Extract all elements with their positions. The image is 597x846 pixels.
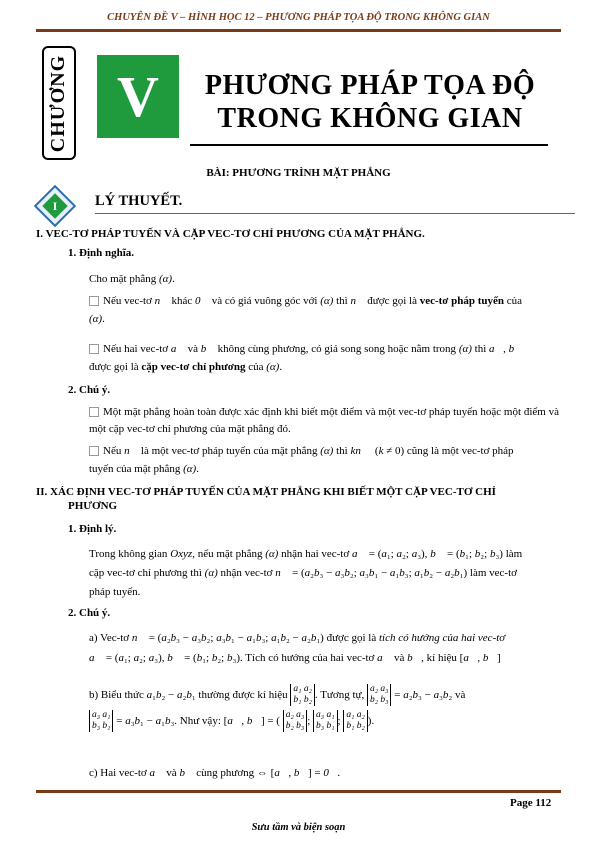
s1-bullet-2: Nếu hai vec-tơ a⃗ và b⃗ không cùng phương, có giá song song hoặc nằm trong (α) thì a⃗, b⃗ được gọi là cặp vec-tơ chỉ phương của (α). bbox=[89, 343, 523, 373]
bullet-box-icon bbox=[89, 296, 99, 306]
section-2-title-line1: II. XÁC ĐỊNH VEC-TƠ PHÁP TUYẾN CỦA MẶT PHẲNG KHI BIẾT MỘT CẶP VEC-TƠ CHỈ bbox=[36, 486, 496, 498]
chapter-number: V bbox=[97, 55, 179, 138]
section-2-title-line2: PHƯƠNG bbox=[68, 500, 118, 512]
determinant-a3a1: a₃ a₁ b₃ b₁ bbox=[89, 710, 113, 732]
s1-note-heading: 2. Chú ý. bbox=[68, 384, 111, 396]
header-rule bbox=[36, 29, 561, 32]
s1-note-1: Một mặt phẳng hoàn toàn được xác định khi biết một điểm và một vec-tơ pháp tuyến hoặc một điểm và một cặp vec-tơ chỉ phương của mặt phẳng đó. bbox=[89, 406, 559, 435]
s2-note-b: b) Biểu thức a₁b₂ − a₂b₁ thường được kí hiệu a₁ a₂ b₁ b₂ . Tương tự, a₂ a₃ b₂ b₃ = a₂b₃ − a₃b₂ và a₃ a₁ b₃ b₁ = a₃b₁ − a₁b₃. Như vậy: [a⃗, b⃗] = ( a₂ a₃ b₂ b₃ ; a₃ a₁ b₃ b₁ ; a₁ a₂ b₁ b₂ ). bbox=[89, 684, 466, 732]
page-number: Page 112 bbox=[510, 797, 552, 809]
s1-note-2: Nếu n⃗ là một vec-tơ pháp tuyến của mặt phẳng (α) thì kn⃗ (k ≠ 0) cũng là một vec-tơ pháp tuyến của mặt phẳng (α). bbox=[89, 445, 514, 475]
determinant-a1a2: a₁ a₂ b₁ b₂ bbox=[290, 684, 314, 706]
s2-note-heading: 2. Chú ý. bbox=[68, 607, 111, 619]
s2-theorem-text: Trong không gian Oxyz, nếu mặt phẳng (α) nhận hai vec-tơ a⃗ = (a₁; a₂; a₃), b⃗ = (b₁; b₂; b₃) làm cặp vec-tơ chỉ phương thì (α) nhận vec-tơ n⃗ = (a₂b₃ − a₃b₂; a₃b₁ − a₁b₃; a₁b₂ − a₂b₁) làm vec-tơ pháp tuyến. bbox=[89, 548, 523, 598]
part-title: LÝ THUYẾT. bbox=[95, 193, 183, 209]
chapter-title-line1: PHƯƠNG PHÁP TỌA ĐỘ bbox=[204, 70, 536, 101]
title-rule bbox=[190, 144, 548, 146]
chapter-label: CHƯƠNG bbox=[47, 54, 70, 152]
s1-definition-heading: 1. Định nghĩa. bbox=[68, 247, 135, 259]
footer-credit: Sưu tầm và biện soạn bbox=[251, 822, 346, 833]
footer-rule bbox=[36, 790, 561, 793]
s2-theorem-heading: 1. Định lý. bbox=[68, 523, 117, 535]
bullet-box-icon bbox=[89, 407, 99, 417]
bullet-box-icon bbox=[89, 446, 99, 456]
s1-def-intro: Cho mặt phẳng (α). bbox=[89, 273, 175, 285]
section-1-title: I. VEC-TƠ PHÁP TUYẾN VÀ CẶP VEC-TƠ CHỈ PHƯƠNG CỦA MẶT PHẲNG. bbox=[36, 228, 425, 240]
part-numeral: I bbox=[52, 198, 58, 213]
chapter-title-line2: TRONG KHÔNG GIAN bbox=[217, 103, 523, 134]
s2-note-c: c) Hai vec-tơ a⃗ và b⃗ cùng phương ⇔ [a⃗, b⃗] = 0⃗. bbox=[89, 767, 341, 779]
running-header: CHUYÊN ĐỀ V – HÌNH HỌC 12 – PHƯƠNG PHÁP TỌA ĐỘ TRONG KHÔNG GIAN bbox=[107, 12, 490, 23]
part-rule bbox=[95, 213, 575, 214]
determinant-a2a3: a₂ a₃ b₂ b₃ bbox=[367, 684, 391, 706]
s1-bullet-1: Nếu vec-tơ n⃗ khác 0⃗ và có giá vuông góc với (α) thì n⃗ được gọi là vec-tơ pháp tuyến của (α). bbox=[89, 295, 523, 325]
lesson-title: BÀI: PHƯƠNG TRÌNH MẶT PHẲNG bbox=[206, 167, 391, 179]
s2-note-a: a) Vec-tơ n⃗ = (a₂b₃ − a₃b₂; a₃b₁ − a₁b₃; a₁b₂ − a₂b₁) được gọi là tích có hướng của hai vec-tơ a⃗ = (a₁; a₂; a₃), b⃗ = (b₁; b₂; b₃). Tích có hướng của hai vec-tơ a⃗ và b⃗, kí hiệu [a⃗, b⃗] bbox=[89, 632, 506, 664]
bullet-box-icon bbox=[89, 344, 99, 354]
